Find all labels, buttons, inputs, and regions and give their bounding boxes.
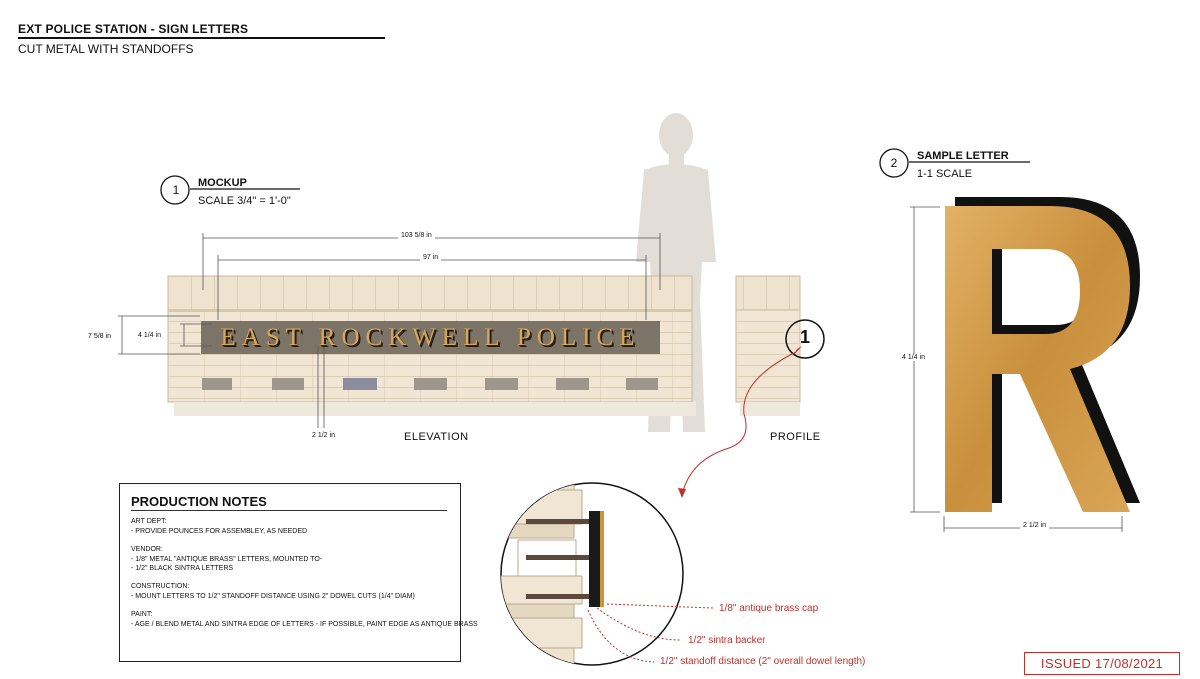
sample-dim-height: 4 1/4 in [902,354,925,361]
dim-panel-height: 7 5/8 in [88,333,111,340]
note-line: - 1/2" BLACK SINTRA LETTERS [131,565,234,572]
detail-marker: 1 [799,327,810,347]
sheet-subtitle: CUT METAL WITH STANDOFFS [18,42,194,56]
mockup-number: 1 [172,183,180,197]
note-line: PAINT: [131,611,153,618]
elevation-label: ELEVATION [404,431,469,443]
callout-cap: 1/8" antique brass cap [719,603,819,614]
sample-scale: 1-1 SCALE [917,168,973,180]
note-line: ART DEPT: [131,518,167,525]
profile-label: PROFILE [770,431,821,443]
note-line: - PROVIDE POUNCES FOR ASSEMBLEY, AS NEEDED [131,528,308,535]
sample-number: 2 [890,156,898,170]
dim-letter-height: 4 1/4 in [138,332,161,339]
profile-wall [736,276,800,416]
dim-text-width: 97 in [420,254,441,261]
note-line: - AGE / BLEND METAL AND SINTRA EDGE OF LETTERS - IF POSSIBLE, PAINT EDGE AS ANTIQUE BRASS [131,621,478,628]
dim-offset: 2 1/2 in [312,432,335,439]
notes-rule [131,510,447,511]
mockup-title: MOCKUP [198,177,247,189]
sample-title: SAMPLE LETTER [917,150,1009,162]
dim-overall: 103 5/8 in [398,232,435,239]
note-line: CONSTRUCTION: [131,583,190,590]
note-line: - MOUNT LETTERS TO 1/2" STANDOFF DISTANCE USING 2" DOWEL CUTS (1/4" DIAM) [131,593,415,600]
mockup-scale: SCALE 3/4" = 1'-0" [198,195,291,207]
issued-stamp: ISSUED 17/08/2021 [1024,652,1180,675]
note-line: - 1/8" METAL "ANTIQUE BRASS" LETTERS, MOUNTED TO- [131,556,323,563]
section-detail [500,470,683,668]
callout-backer: 1/2" sintra backer [688,635,766,646]
notes-title: PRODUCTION NOTES [131,494,267,509]
sample-dim-width: 2 1/2 in [1020,522,1049,529]
callout-standoff: 1/2" standoff distance (2" overall dowel length) [660,656,866,667]
sheet-title: EXT POLICE STATION - SIGN LETTERS [18,22,249,36]
note-line: VENDOR: [131,546,163,553]
arrow-head [678,488,686,498]
sample-letter-r [945,197,1140,512]
sign-lettering: EAST ROCKWELL POLICE [220,324,641,351]
